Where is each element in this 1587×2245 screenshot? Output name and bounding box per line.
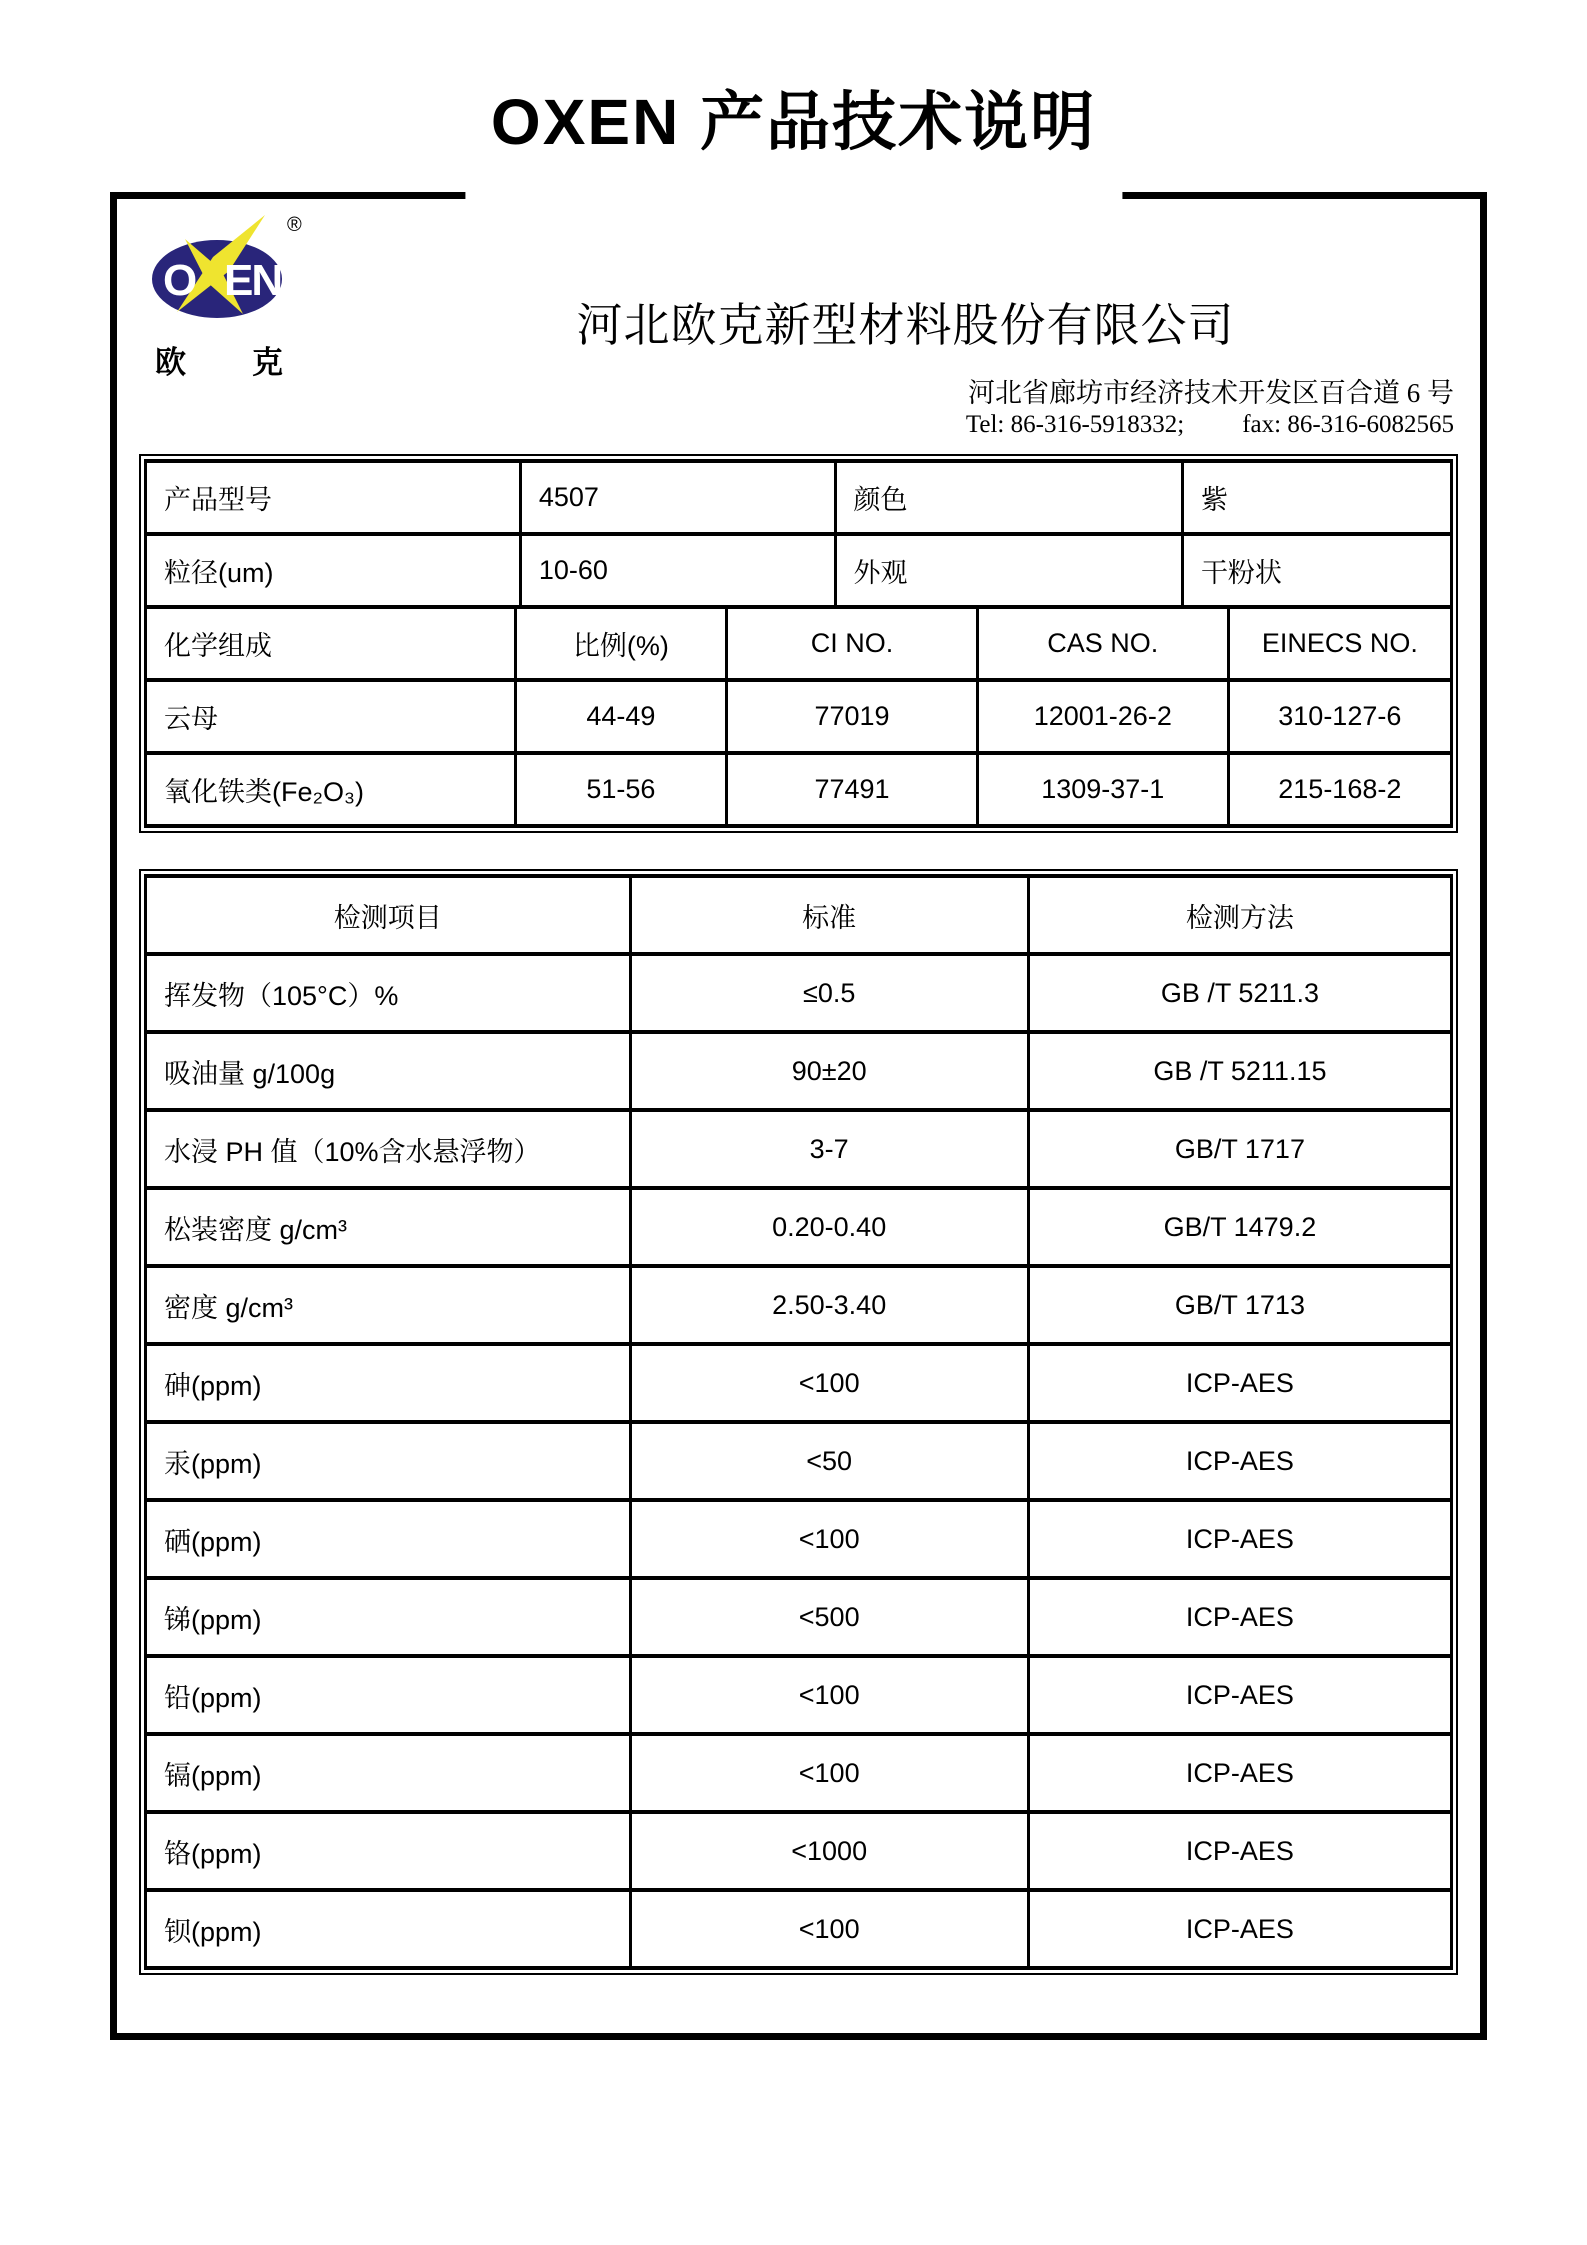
composition-header: 化学组成: [146, 607, 516, 680]
color-value: 紫: [1182, 461, 1451, 534]
test-standard: <50: [630, 1422, 1028, 1500]
logo-caption-left: 欧: [155, 345, 186, 380]
particle-size-label: 粒径(um): [146, 534, 521, 607]
brand-row: [141, 205, 1460, 380]
company-telfax: [117, 410, 1454, 440]
component-einecs: 215-168-2: [1228, 753, 1451, 826]
test-item: 锑(ppm): [146, 1578, 631, 1656]
test-item: 铬(ppm): [146, 1812, 631, 1890]
cas-no-header: CAS NO.: [977, 607, 1228, 680]
logo-letter-o: O: [163, 256, 198, 305]
test-item: 密度 g/cm³: [146, 1266, 631, 1344]
table-row: [146, 1500, 1452, 1578]
test-method: ICP-AES: [1028, 1422, 1451, 1500]
table-row: [146, 1734, 1452, 1812]
test-item-header: 检测项目: [146, 876, 631, 954]
test-item: 镉(ppm): [146, 1734, 631, 1812]
logo-letters-en: EN: [224, 256, 282, 305]
ratio-header: 比例(%): [515, 607, 727, 680]
page-title: OXEN 产品技术说明: [465, 78, 1122, 202]
test-standard: <500: [630, 1578, 1028, 1656]
test-method: ICP-AES: [1028, 1578, 1451, 1656]
content-frame: [110, 192, 1487, 2040]
registered-mark-icon: ®: [287, 214, 302, 236]
test-method: ICP-AES: [1028, 1812, 1451, 1890]
test-standard: 2.50-3.40: [630, 1266, 1028, 1344]
table-row: [146, 1656, 1452, 1734]
test-method: GB/T 1717: [1028, 1110, 1451, 1188]
test-method: ICP-AES: [1028, 1656, 1451, 1734]
method-header: 检测方法: [1028, 876, 1451, 954]
table-row: [146, 1266, 1452, 1344]
ci-no-header: CI NO.: [727, 607, 978, 680]
test-results-table: [139, 869, 1458, 1975]
test-item: 松装密度 g/cm³: [146, 1188, 631, 1266]
test-method: GB /T 5211.3: [1028, 954, 1451, 1032]
test-grid: [144, 874, 1453, 1970]
company-address: 河北省廊坊市经济技术开发区百合道 6 号: [968, 378, 1454, 408]
component-ratio: 44-49: [515, 680, 727, 753]
product-model-label: 产品型号: [146, 461, 521, 534]
test-standard: 3-7: [630, 1110, 1028, 1188]
test-standard: 90±20: [630, 1032, 1028, 1110]
table-header-row: [146, 607, 1452, 680]
test-method: GB /T 5211.15: [1028, 1032, 1451, 1110]
table-row: [146, 1812, 1452, 1890]
company-block: [351, 205, 1460, 373]
component-name: 氧化铁类(Fe₂O₃): [146, 753, 516, 826]
test-standard: <100: [630, 1656, 1028, 1734]
table-row: [146, 680, 1452, 753]
oxen-logo-icon: [147, 213, 319, 335]
test-standard: <1000: [630, 1812, 1028, 1890]
table-row: [146, 1032, 1452, 1110]
table-row: [146, 1890, 1452, 1968]
test-item: 挥发物（105°C）%: [146, 954, 631, 1032]
standard-header: 标准: [630, 876, 1028, 954]
table-row: [146, 1422, 1452, 1500]
composition-grid: [144, 605, 1453, 828]
test-method: GB/T 1479.2: [1028, 1188, 1451, 1266]
test-standard: <100: [630, 1500, 1028, 1578]
table-row: [146, 954, 1452, 1032]
test-standard: <100: [630, 1734, 1028, 1812]
component-ratio: 51-56: [515, 753, 727, 826]
test-item: 汞(ppm): [146, 1422, 631, 1500]
table-row: [146, 1188, 1452, 1266]
einecs-no-header: EINECS NO.: [1228, 607, 1451, 680]
component-name: 云母: [146, 680, 516, 753]
logo-caption: [155, 337, 283, 382]
test-standard: ≤0.5: [630, 954, 1028, 1032]
test-standard: <100: [630, 1890, 1028, 1968]
component-cas: 1309-37-1: [977, 753, 1228, 826]
component-ci: 77019: [727, 680, 978, 753]
appearance-value: 干粉状: [1182, 534, 1451, 607]
test-item: 水浸 PH 值（10%含水悬浮物）: [146, 1110, 631, 1188]
test-standard: 0.20-0.40: [630, 1188, 1028, 1266]
table-header-row: [146, 876, 1452, 954]
test-item: 砷(ppm): [146, 1344, 631, 1422]
component-cas: 12001-26-2: [977, 680, 1228, 753]
component-ci: 77491: [727, 753, 978, 826]
company-fax: fax: 86-316-6082565: [1242, 411, 1454, 438]
test-standard: <100: [630, 1344, 1028, 1422]
table-row: [146, 753, 1452, 826]
logo-caption-right: 克: [252, 345, 283, 380]
table-row: [146, 1344, 1452, 1422]
test-method: ICP-AES: [1028, 1890, 1451, 1968]
test-item: 吸油量 g/100g: [146, 1032, 631, 1110]
test-method: ICP-AES: [1028, 1734, 1451, 1812]
test-item: 钡(ppm): [146, 1890, 631, 1968]
table-row: [146, 461, 1452, 534]
product-info-grid: [144, 459, 1453, 609]
product-model-value: 4507: [520, 461, 835, 534]
company-logo: [141, 205, 351, 380]
company-tel: Tel: 86-316-5918332;: [965, 411, 1185, 438]
table-row: [146, 534, 1452, 607]
test-method: GB/T 1713: [1028, 1266, 1451, 1344]
test-method: ICP-AES: [1028, 1500, 1451, 1578]
component-einecs: 310-127-6: [1228, 680, 1451, 753]
color-label: 颜色: [835, 461, 1182, 534]
test-item: 硒(ppm): [146, 1500, 631, 1578]
appearance-label: 外观: [835, 534, 1182, 607]
test-method: ICP-AES: [1028, 1344, 1451, 1422]
company-name: 河北欧克新型材料股份有限公司: [576, 300, 1235, 351]
test-item: 铅(ppm): [146, 1656, 631, 1734]
table-row: [146, 1578, 1452, 1656]
particle-size-value: 10-60: [520, 534, 835, 607]
table-row: [146, 1110, 1452, 1188]
product-spec-table: [139, 454, 1458, 833]
